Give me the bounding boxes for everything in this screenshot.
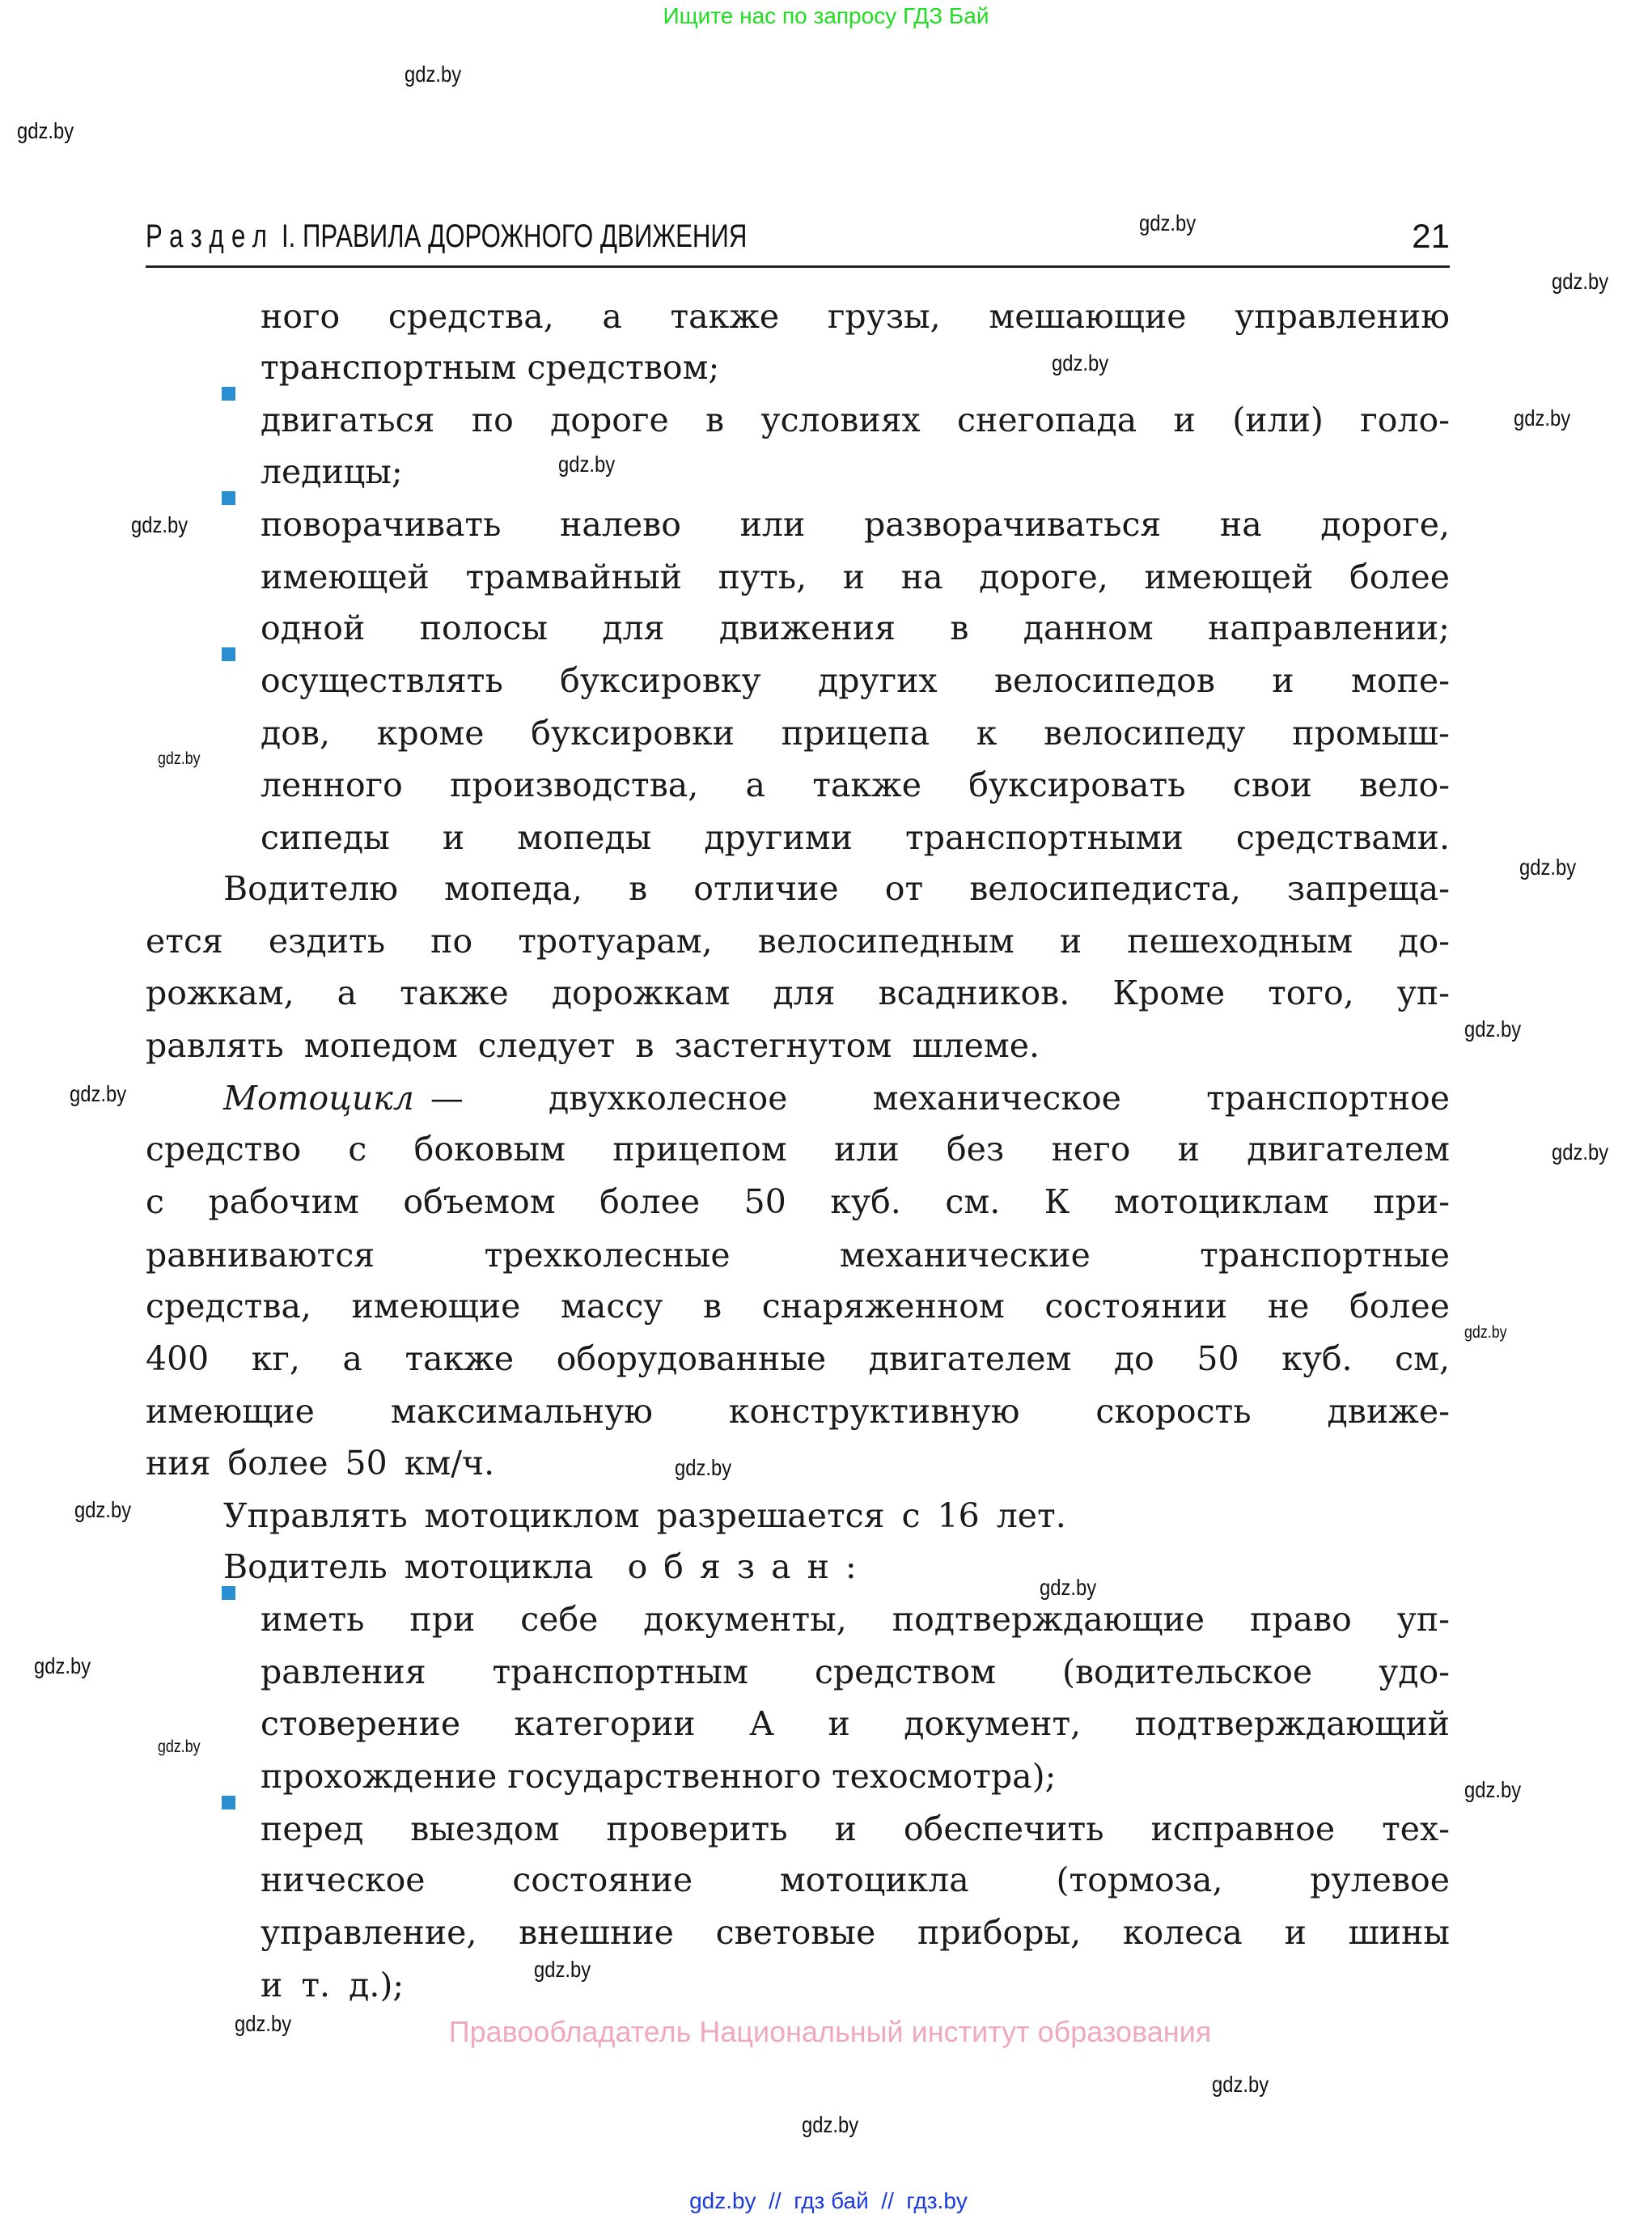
text-line: равления транспортным средством (водительское удо- (261, 1652, 1450, 1691)
text-line: 400 кг, а также оборудованные двигателем до 50 куб. см, (146, 1339, 1450, 1378)
footer-links[interactable]: gdz.by // гдз бай // гдз.by (689, 2188, 968, 2213)
bullet-icon (222, 1796, 235, 1809)
text-line: транспортным средством; (261, 348, 720, 387)
text-line: управление, внешние световые приборы, колеса и шины (261, 1913, 1450, 1952)
watermark: gdz.by (70, 1081, 127, 1106)
header-rule (146, 265, 1450, 268)
text-line: одной полосы для движения в данном направлении; (261, 609, 1450, 647)
watermark: gdz.by (235, 2011, 292, 2036)
text-line: ленного производства, а также буксировать свои вело- (261, 766, 1450, 804)
text-line: стоверение категории А и документ, подтверждающий (261, 1704, 1450, 1743)
top-banner: Ищите нас по запросу ГДЗ Бай (663, 3, 989, 28)
text-line: дов, кроме буксировки прицепа к велосипеду промыш- (261, 714, 1450, 753)
bullet-icon (222, 491, 235, 505)
driver-label: Водитель мотоцикла (223, 1547, 594, 1586)
watermark: gdz.by (1052, 350, 1109, 375)
watermark: gdz.by (558, 452, 616, 477)
watermark: gdz.by (34, 1653, 91, 1678)
text-line: с рабочим объемом более 50 куб. см. К мотоциклам при- (146, 1182, 1450, 1221)
page-number: 21 (1412, 217, 1450, 255)
bullet-icon (222, 647, 235, 661)
text-line: ется ездить по тротуарам, велосипедным и пешеходным до- (146, 922, 1450, 961)
text-line: иметь при себе документы, подтверждающие право уп- (261, 1600, 1450, 1639)
text-line: осуществлять буксировку других велосипедов и мопе- (261, 661, 1450, 700)
text-line: прохождение государственного техосмотра); (261, 1757, 1057, 1796)
watermark: gdz.by (17, 118, 74, 143)
copyright-notice: Правообладатель Национальный институт образования (448, 2015, 1212, 2048)
text-line: ническое состояние мотоцикла (тормоза, рулевое (261, 1860, 1450, 1899)
text-line: ного средства, а также грузы, мешающие управлению (261, 297, 1450, 336)
definition-text: — двухколесное механическое транспортное (430, 1079, 1450, 1118)
watermark: gdz.by (534, 1957, 591, 1982)
text-line: равлять мопедом следует в застегнутом шлеме. (146, 1026, 1040, 1065)
watermark: gdz.by (1464, 1016, 1522, 1042)
text-line: средства, имеющие массу в снаряженном состоянии не более (146, 1287, 1450, 1326)
watermark: gdz.by (1552, 1139, 1609, 1165)
watermark: gdz.by (675, 1455, 732, 1480)
term-motorcycle: Мотоцикл (223, 1079, 414, 1118)
text-line: сипеды и мопеды другими транспортными средствами. (261, 818, 1450, 857)
running-header (146, 218, 747, 255)
text-line: двигаться по дороге в условиях снегопада и (или) голо- (261, 401, 1450, 439)
text-line (223, 1541, 1450, 1593)
watermark: gdz.by (1139, 210, 1197, 235)
text-line: равниваются трехколесные механические транспортные (146, 1236, 1450, 1275)
text-line: средство с боковым прицепом или без него и двигателем (146, 1130, 1450, 1169)
watermark: gdz.by (1464, 1777, 1522, 1802)
watermark: gdz.by (131, 512, 188, 537)
bullet-icon (222, 1586, 235, 1600)
watermark: gdz.by (74, 1497, 132, 1522)
watermark: gdz.by (1552, 269, 1609, 294)
text-line: перед выездом проверить и обеспечить исправное тех- (261, 1809, 1450, 1848)
text-line: Водителю мопеда, в отличие от велосипедиста, запреща- (223, 869, 1450, 908)
watermark: gdz.by (1212, 2072, 1269, 2097)
text-line: Управлять мотоциклом разрешается с 16 лет. (223, 1496, 1066, 1535)
watermark: gdz.by (1040, 1575, 1097, 1600)
text-line: имеющей трамвайный путь, и на дороге, имеющей более (261, 558, 1450, 596)
watermark: gdz.by (1464, 1323, 1507, 1342)
watermark: gdz.by (1519, 855, 1577, 880)
text-line: поворачивать налево или разворачиваться на дороге, (261, 505, 1450, 544)
text-line: ледицы; (261, 452, 403, 491)
bullet-icon (222, 387, 235, 401)
text-line (223, 1072, 1450, 1124)
watermark: gdz.by (158, 1737, 201, 1756)
obliged-word: обязан: (627, 1547, 873, 1586)
watermark: gdz.by (405, 62, 462, 87)
section-label: Раздел (146, 218, 275, 254)
text-line: рожкам, а также дорожкам для всадников. Кроме того, уп- (146, 974, 1450, 1012)
watermark: gdz.by (802, 2112, 859, 2137)
text-line: имеющие максимальную конструктивную скорость движе- (146, 1392, 1450, 1431)
text-line: ния более 50 км/ч. (146, 1444, 495, 1483)
watermark: gdz.by (1514, 405, 1571, 431)
watermark: gdz.by (158, 749, 201, 768)
text-line: и т. д.); (261, 1966, 405, 2005)
section-title: I. ПРАВИЛА ДОРОЖНОГО ДВИЖЕНИЯ (281, 218, 748, 254)
